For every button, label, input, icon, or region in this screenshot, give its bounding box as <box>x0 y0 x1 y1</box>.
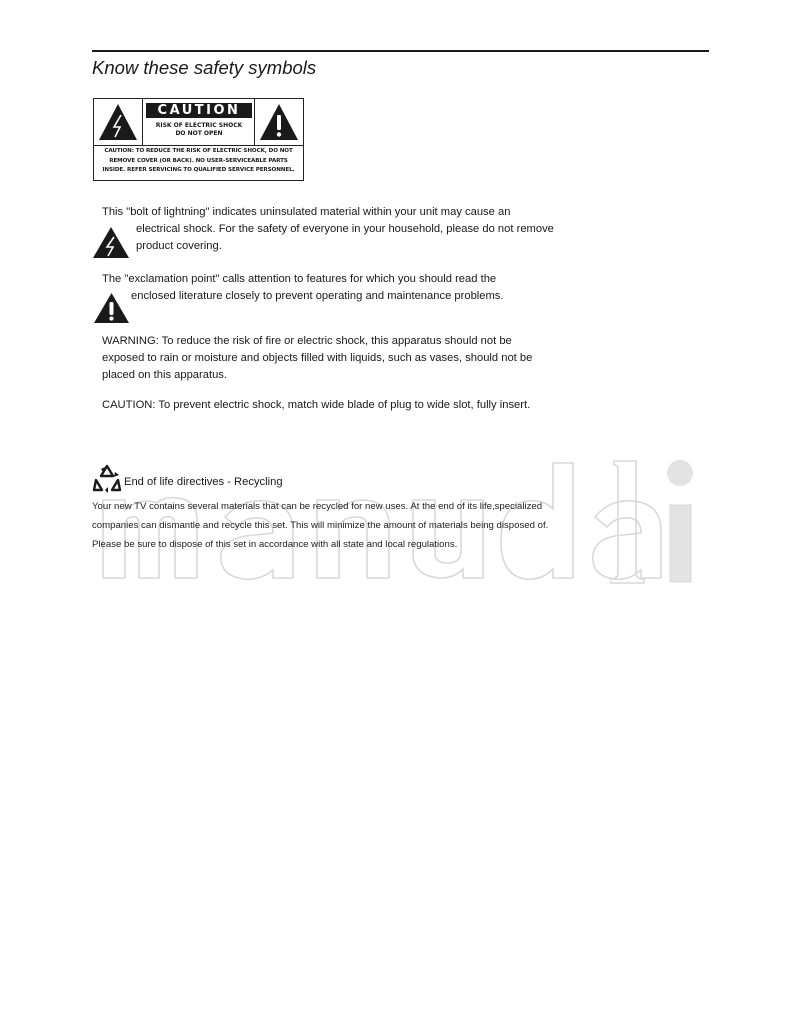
warning-line-1: WARNING: To reduce the risk of fire or electric shock, this apparatus should not be <box>102 335 512 347</box>
caution-label <box>93 98 304 181</box>
lightning-paragraph-line-1: This "bolt of lightning" indicates uninsulated material within your unit may cause an <box>102 206 511 218</box>
caution-subline-2: DO NOT OPEN <box>175 130 223 137</box>
caution-label-top <box>94 99 303 146</box>
caution-footer-line-2: REMOVE COVER (OR BACK). NO USER-SERVICEABLE PARTS <box>109 157 288 164</box>
caution-paragraph: CAUTION: To prevent electric shock, match wide blade of plug to wide slot, fully insert. <box>102 399 531 411</box>
watermark-li <box>610 455 700 585</box>
caution-label-left-cell <box>94 99 143 145</box>
recycling-title: End of life directives - Recycling <box>124 476 283 488</box>
warning-line-3: placed on this apparatus. <box>102 369 228 381</box>
recycling-text <box>92 497 548 554</box>
lightning-paragraph-line-3: product covering. <box>136 240 222 252</box>
exclamation-paragraph-line-2: enclosed literature closely to prevent operating and maintenance problems. <box>131 290 504 302</box>
caution-footer-line-3: INSIDE. REFER SERVICING TO QUALIFIED SERVICE PERSONNEL. <box>102 167 295 173</box>
caution-label-footer <box>94 147 303 176</box>
lightning-bolt-warning-icon <box>92 226 130 259</box>
exclamation-paragraph-line-1: The "exclamation point" calls attention to features for which you should read the <box>102 273 497 285</box>
warning-line-2: exposed to rain or moisture and objects filled with liquids, such as vases, should not be <box>102 352 533 364</box>
caution-subline <box>143 122 255 138</box>
caution-subline-1: RISK OF ELECTRIC SHOCK <box>155 122 243 129</box>
exclamation-warning-icon <box>259 103 299 141</box>
caution-heading: CAUTION <box>146 103 252 118</box>
lightning-bolt-warning-icon <box>98 103 138 141</box>
caution-label-right-cell <box>254 99 303 145</box>
caution-label-center <box>143 99 255 145</box>
recycling-line-3: Please be sure to dispose of this set in accordance with all state and local regulations. <box>92 539 458 550</box>
caution-footer-line-1: CAUTION: TO REDUCE THE RISK OF ELECTRIC SHOCK, DO NOT <box>104 148 293 154</box>
lightning-paragraph-line-2: electrical shock. For the safety of everyone in your household, please do not remove <box>136 223 554 235</box>
exclamation-warning-icon <box>93 292 130 324</box>
recycling-line-1: Your new TV contains several materials that can be recycled for new uses. At the end of its life,specialized <box>92 501 543 512</box>
header-rule <box>92 50 709 52</box>
page-title: Know these safety symbols <box>92 57 317 78</box>
recycling-line-2: companies can dismantle and recycle this set. This will minimize the amount of materials being disposed of. <box>92 520 549 531</box>
